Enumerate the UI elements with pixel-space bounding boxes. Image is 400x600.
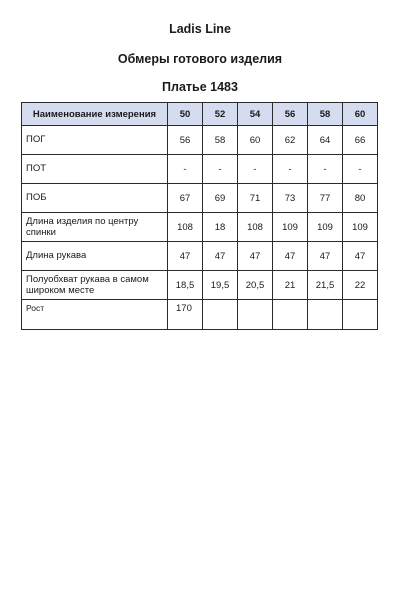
measurements-table xyxy=(21,102,378,330)
cell-value: 47 xyxy=(343,242,378,271)
header-size: 56 xyxy=(273,103,308,126)
header-size: 58 xyxy=(308,103,343,126)
row-name: Полуобхват рукава в самом широком месте xyxy=(22,271,168,300)
cell-value: 71 xyxy=(238,184,273,213)
cell-value: - xyxy=(168,155,203,184)
cell-value: 62 xyxy=(273,126,308,155)
cell-value: - xyxy=(203,155,238,184)
cell-value: 18 xyxy=(203,213,238,242)
cell-value xyxy=(238,300,273,330)
cell-value: 66 xyxy=(343,126,378,155)
cell-value: - xyxy=(308,155,343,184)
cell-value: 56 xyxy=(168,126,203,155)
row-name: ПОБ xyxy=(22,184,168,213)
cell-value: 67 xyxy=(168,184,203,213)
cell-value xyxy=(273,300,308,330)
table-row xyxy=(22,126,378,155)
header-size: 52 xyxy=(203,103,238,126)
cell-value: 47 xyxy=(238,242,273,271)
cell-value xyxy=(343,300,378,330)
cell-value: 109 xyxy=(273,213,308,242)
row-name: Рост xyxy=(22,300,168,330)
cell-value xyxy=(203,300,238,330)
cell-value: 19,5 xyxy=(203,271,238,300)
cell-value: 22 xyxy=(343,271,378,300)
header-size: 54 xyxy=(238,103,273,126)
cell-value: 47 xyxy=(168,242,203,271)
cell-value: 18,5 xyxy=(168,271,203,300)
cell-value: 47 xyxy=(308,242,343,271)
cell-value: - xyxy=(343,155,378,184)
product-model-title: Платье 1483 xyxy=(162,80,238,94)
cell-value xyxy=(308,300,343,330)
cell-value: 58 xyxy=(203,126,238,155)
row-name: Длина рукава xyxy=(22,242,168,271)
cell-value: 47 xyxy=(273,242,308,271)
table-row xyxy=(22,155,378,184)
cell-value: 109 xyxy=(308,213,343,242)
cell-value: 80 xyxy=(343,184,378,213)
table-row xyxy=(22,184,378,213)
cell-value: 21,5 xyxy=(308,271,343,300)
cell-value: 47 xyxy=(203,242,238,271)
brand-name: Ladis Line xyxy=(169,22,231,36)
cell-value: 108 xyxy=(168,213,203,242)
cell-value: 77 xyxy=(308,184,343,213)
cell-value: 69 xyxy=(203,184,238,213)
cell-value: 20,5 xyxy=(238,271,273,300)
header-size: 60 xyxy=(343,103,378,126)
cell-value: 108 xyxy=(238,213,273,242)
table-row xyxy=(22,300,378,330)
cell-value: 64 xyxy=(308,126,343,155)
cell-value: 21 xyxy=(273,271,308,300)
table-row xyxy=(22,271,378,300)
table-header-row xyxy=(22,103,378,126)
cell-value: 73 xyxy=(273,184,308,213)
cell-value: 170 xyxy=(168,300,203,330)
table-row xyxy=(22,213,378,242)
cell-value: - xyxy=(273,155,308,184)
table-row xyxy=(22,242,378,271)
row-name: Длина изделия по центру спинки xyxy=(22,213,168,242)
cell-value: 60 xyxy=(238,126,273,155)
header-size: 50 xyxy=(168,103,203,126)
row-name: ПОГ xyxy=(22,126,168,155)
document-subtitle: Обмеры готового изделия xyxy=(117,52,283,66)
cell-value: - xyxy=(238,155,273,184)
cell-value: 109 xyxy=(343,213,378,242)
row-name: ПОТ xyxy=(22,155,168,184)
header-measurement-name: Наименование измерения xyxy=(22,103,168,126)
